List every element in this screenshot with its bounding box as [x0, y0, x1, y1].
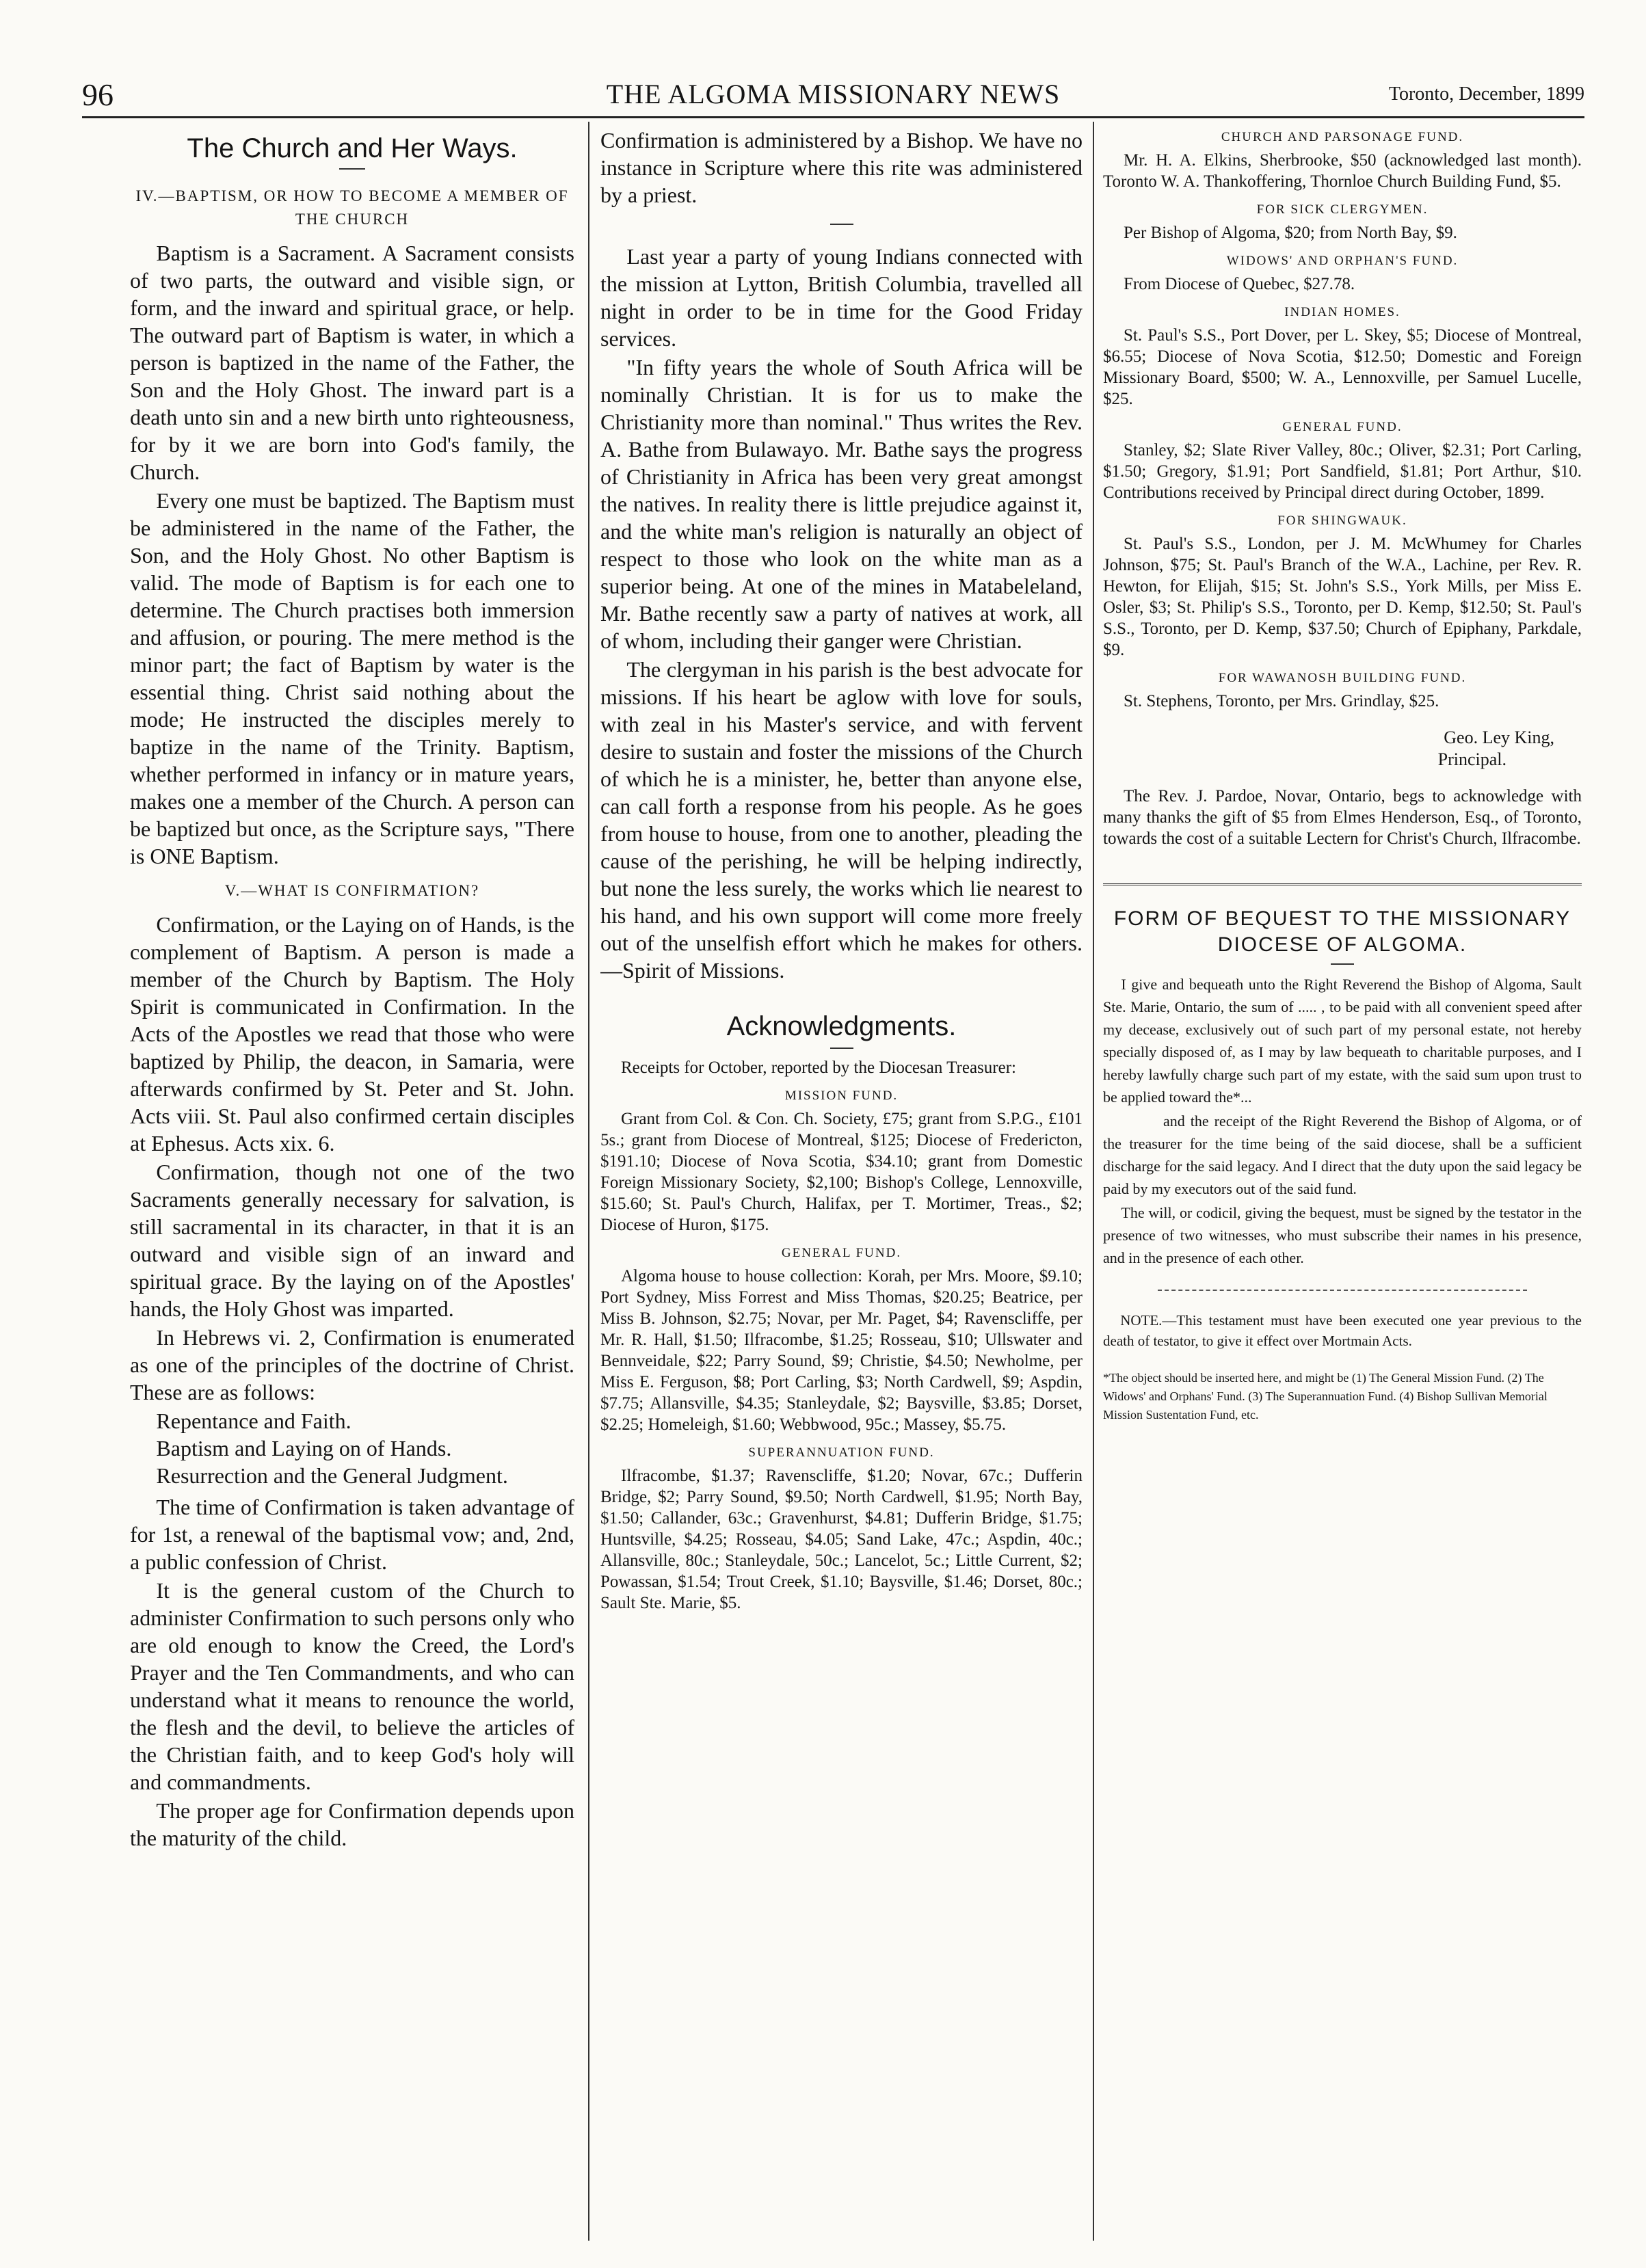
- fund-heading: MISSION FUND.: [784, 1089, 899, 1103]
- paragraph: I give and bequeath unto the Right Reverend the Bishop of Algoma, Sault Ste. Marie, Ontario, the sum of ..... , to be paid with all convenient speed after my decease, exclusively out of such part of my personal estate, not hereby specially disposed of, as I may by law bequeath to charitable purposes, and I hereby lawfully charge such part of my estate, with the said sum upon trust to be applied toward the*...: [1103, 976, 1582, 1106]
- fund-heading: FOR SHINGWAUK.: [1277, 513, 1407, 528]
- fund-heading: FOR SICK CLERGYMEN.: [1256, 202, 1429, 217]
- fund-entries: Grant from Col. & Con. Ch. Society, £75; grant from S.P.G., £101 5s.; grant from Diocese of Montreal, $125; Diocese of Fredericton, $191.10; Diocese of Nova Scotia, $34.10; grant from Domestic Foreign Missionary Society, $2,100; Bishop's College, Lennoxville, $15.60; St. Paul's Church, Halifax, per T. Mortimer, Treas., $2; Diocese of Huron, $175.: [600, 1110, 1083, 1234]
- fund-entries: St. Stephens, Toronto, per Mrs. Grindlay, $25.: [1124, 692, 1439, 710]
- paragraph: The will, or codicil, giving the bequest, must be signed by the testator in the presence of two witnesses, who must subscribe their names in his presence, and in the presence of each other.: [1103, 1204, 1582, 1266]
- list-item: Baptism and Laying on of Hands.: [156, 1436, 452, 1460]
- header-rule: [82, 116, 1584, 118]
- separator-dash: [830, 224, 853, 225]
- paragraph: and the receipt of the Right Reverend the Bishop of Algoma, or of the treasurer for the time being of the said diocese, shall be a sufficient discharge for the said legacy. And I direct that the duty upon the said legacy be paid by my executors out of the said fund.: [1103, 1112, 1582, 1197]
- paragraph: The clergyman in his parish is the best advocate for missions. If his heart be aglow with love for souls, with zeal in his Master's service, and with fervent desire to sustain and foster the missions of the Church of which he is a minister, he, better than anyone else, can call forth a response from his people. As he goes from house to house, from one to another, pleading the cause of the perishing, he will be helping indirectly, but none the less surely, the works which lie nearest to his hand, and his own support will come more freely out of the unselfish effort which he makes for others.—Spirit of Missions.: [600, 657, 1083, 983]
- fund-heading: WIDOWS' AND ORPHAN'S FUND.: [1226, 254, 1459, 268]
- column-2: [600, 126, 1083, 2227]
- title-dash: [830, 1048, 853, 1049]
- paragraph: In Hebrews vi. 2, Confirmation is enumerated as one of the principles of the doctrine of Christ. These are as follows:: [130, 1325, 574, 1404]
- fund-entries: St. Paul's S.S., London, per J. M. McWhumey for Charles Johnson, $75; St. Paul's Branch of the W.A., Lachine, per Rev. R. Hewton, for Elijah, $15; St. John's S.S., York Mills, per Miss E. Osler, $3; St. Philip's S.S., Toronto, per D. Kemp, $12.50; St. Paul's S.S., Toronto, per D. Kemp, $37.50; Church of Epiphany, Parkdale, $9.: [1103, 535, 1582, 659]
- paragraph: Confirmation, though not one of the two Sacraments generally necessary for salvation, is still sacramental in its character, in that it is an outward and visible sign of an inward and spiritual grace. By the laying on of the Apostles' hands, the Holy Ghost was imparted.: [130, 1160, 574, 1321]
- column-1: [130, 126, 574, 2227]
- fund-entries: Per Bishop of Algoma, $20; from North Bay, $9.: [1124, 224, 1457, 242]
- column-3: [1103, 126, 1582, 2227]
- acknowledgments: [600, 1057, 1083, 1614]
- signature-title: Principal.: [1437, 749, 1506, 769]
- fund-heading: GENERAL FUND.: [781, 1246, 902, 1260]
- fund-entries: Stanley, $2; Slate River Valley, 80c.; Oliver, $2.31; Port Carling, $1.50; Gregory, $1.91; Port Sandfield, $1.81; Port Arthur, $10. Contributions received by Principal direct during October, 1899.: [1103, 441, 1582, 502]
- section-heading: IV.—BAPTISM, OR HOW TO BECOME A MEMBER OF THE CHURCH: [135, 187, 569, 228]
- fund-entries: Algoma house to house collection: Korah, per Mrs. Moore, $9.10; Port Sydney, Miss Forrest and Miss Thomas, $20.25; Beatrice, per Miss B. Johnson, $2.75; Novar, per Mr. Paget, $4; Ravenscliffe, per Mr. R. Hall, $1.50; Ilfracombe, $1.25; Rosseau, $10; Ullswater and Bennveidale, $22; Parry Sound, $9; Christie, $4.50; Newholme, per Miss E. Ferguson, $8; Port Carling, $3; North Cardwell, $9; Aspdin, $7.75; Allansville, $4.35; Stanleydale, $2; Baysville, $3.85; Dorset, $2.25; Homeleigh, $1.60; Webbwood, 95c.; Massey, $5.75.: [600, 1267, 1083, 1434]
- acknowledgments-continued: [1103, 129, 1582, 712]
- bequest-title: FORM OF BEQUEST TO THE MISSIONARY DIOCESE OF ALGOMA.: [1113, 907, 1571, 956]
- fund-heading: SUPERANNUATION FUND.: [748, 1445, 935, 1460]
- footnote: *The object should be inserted here, and might be (1) The General Mission Fund. (2) The Widows' and Orphans' Fund. (3) The Superannuation Fund. (4) Bishop Sullivan Memorial Mission Sustentation Fund, etc.: [1103, 1371, 1548, 1422]
- title-dash: [339, 168, 365, 170]
- list-item: Repentance and Faith.: [156, 1409, 351, 1433]
- fund-heading: INDIAN HOMES.: [1284, 305, 1401, 319]
- issue-date: Toronto, December, 1899: [1388, 83, 1584, 105]
- page-number: 96: [82, 77, 114, 112]
- list-item: Resurrection and the General Judgment.: [156, 1463, 508, 1488]
- paragraph: Last year a party of young Indians connected with the mission at Lytton, British Columbia, travelled all night in order to be in time for the Good Friday services.: [600, 244, 1083, 351]
- fund-entries: Ilfracombe, $1.37; Ravenscliffe, $1.20; Novar, 67c.; Dufferin Bridge, $2; Parry Sound, $9.50; North Cardwell, $1.95; North Bay, $1.50; Callander, 63c.; Gravenhurst, $4.81; Dufferin Bridge, $1.75; Huntsville, $4.25; Rosseau, $4.05; Sand Lake, 47c.; Aspdin, 40c.; Allansville, 80c.; Stanleydale, 50c.; Lancelot, 5c.; Little Current, $2; Powassan, $1.54; Trout Creek, $1.10; Baysville, $1.46; Dorset, 80c.; Sault Ste. Marie, $5.: [600, 1467, 1083, 1612]
- paragraph: The time of Confirmation is taken advantage of for 1st, a renewal of the baptismal vow; and, 2nd, a public confession of Christ.: [130, 1495, 574, 1574]
- paragraph: Every one must be baptized. The Baptism must be administered in the name of the Father, the Son, and the Holy Ghost. No other Baptism is valid. The mode of Baptism is for each one to determine. The Church practises both immersion and affusion, or pouring. The mere method is the minor part; the fact of Baptism by water is the essential thing. Christ said nothing about the mode; He instructed the disciples merely to baptize in the name of the Trinity. Baptism, whether performed in infancy or in mature years, makes one a member of the Church. A person can be baptized but once, as the Scripture says, "There is ONE Baptism.: [130, 488, 574, 868]
- paragraph: It is the general custom of the Church to administer Confirmation to such persons only who are old enough to know the Creed, the Lord's Prayer and the Ten Commandments, and who can understand what it means to renounce the world, the flesh and the devil, to believe the articles of the Christian faith, and to keep God's holy will and commandments.: [130, 1578, 574, 1794]
- title-dash: [1331, 963, 1354, 965]
- paragraph: "In fifty years the whole of South Africa will be nominally Christian. It is for us to make the Christianity more than nominal." Thus writes the Rev. A. Bathe from Bulawayo. Mr. Bathe says the progress of Christianity in Africa has been very great amongst the natives. In reality there is little prejudice against it, and the white man's religion is naturally an object of respect to those who look on the white man as a superior being. At one of the mines in Matabeleland, Mr. Bathe recently saw a party of natives at work, all of whom, including their ganger were Christian.: [600, 355, 1083, 653]
- dashed-divider: [1158, 1290, 1527, 1291]
- fund-entries: From Diocese of Quebec, $27.78.: [1124, 275, 1355, 293]
- fund-entries: Mr. H. A. Elkins, Sherbrooke, $50 (acknowledged last month). Toronto W. A. Thankoffering, Thornloe Church Building Fund, $5.: [1103, 151, 1582, 191]
- paragraph: Receipts for October, reported by the Diocesan Treasurer:: [621, 1058, 1016, 1077]
- column-rule: [1093, 122, 1094, 2241]
- bequest-form: [1103, 973, 1582, 1269]
- pardoe-notice: [1103, 786, 1582, 849]
- paragraph: The Rev. J. Pardoe, Novar, Ontario, begs to acknowledge with many thanks the gift of $5 from Elmes Henderson, Esq., of Toronto, towards the cost of a suitable Lectern for Christ's Church, Ilfracombe.: [1103, 787, 1582, 848]
- page-header: [82, 77, 1584, 115]
- paragraph: NOTE.—This testament must have been executed one year previous to the death of testator, to give it effect over Mortmain Acts.: [1103, 1312, 1582, 1349]
- section-title: Acknowledgments.: [726, 1011, 957, 1041]
- fund-entries: St. Paul's S.S., Port Dover, per L. Skey, $5; Diocese of Montreal, $6.55; Diocese of Nova Scotia, $12.50; Domestic and Foreign Missionary Board, $500; W. A., Lennoxville, per Samuel Lucelle, $25.: [1103, 326, 1582, 408]
- paragraph: Confirmation, or the Laying on of Hands, is the complement of Baptism. A person is made a member of the Church by Baptism. The Holy Spirit is communicated in Confirmation. In the Acts of the Apostles we read that those who were baptized by Philip, the deacon, in Samaria, were afterwards confirmed by St. Peter and St. John. Acts viii. St. Paul also confirmed certain disciples at Ephesus. Acts xix. 6.: [130, 912, 574, 1156]
- fund-heading: FOR WAWANOSH BUILDING FUND.: [1218, 671, 1467, 685]
- signature-name: Geo. Ley King,: [1444, 728, 1554, 747]
- note: [1103, 1310, 1582, 1351]
- section-divider: [1103, 883, 1582, 885]
- paragraph: Confirmation is administered by a Bishop. We have no instance in Scripture where this rite was administered by a priest.: [600, 128, 1083, 207]
- fund-heading: CHURCH AND PARSONAGE FUND.: [1221, 130, 1464, 144]
- article-title: The Church and Her Ways.: [187, 133, 518, 163]
- paragraph: The proper age for Confirmation depends upon the maturity of the child.: [130, 1798, 574, 1850]
- principles-list: [130, 1407, 574, 1489]
- newspaper-title: THE ALGOMA MISSIONARY NEWS: [606, 79, 1061, 109]
- paragraph: Baptism is a Sacrament. A Sacrament consists of two parts, the outward and visible sign, or form, and the inward and spiritual grace, or help. The outward part of Baptism is water, in which a person is baptized in the name of the Father, the Son and the Holy Ghost. The inward part is a death unto sin and a new birth unto righteousness, for by it we are born into God's family, the Church.: [130, 241, 574, 484]
- fund-heading: GENERAL FUND.: [1282, 420, 1403, 434]
- section-heading: V.—WHAT IS CONFIRMATION?: [224, 882, 480, 899]
- column-rule: [588, 122, 589, 2241]
